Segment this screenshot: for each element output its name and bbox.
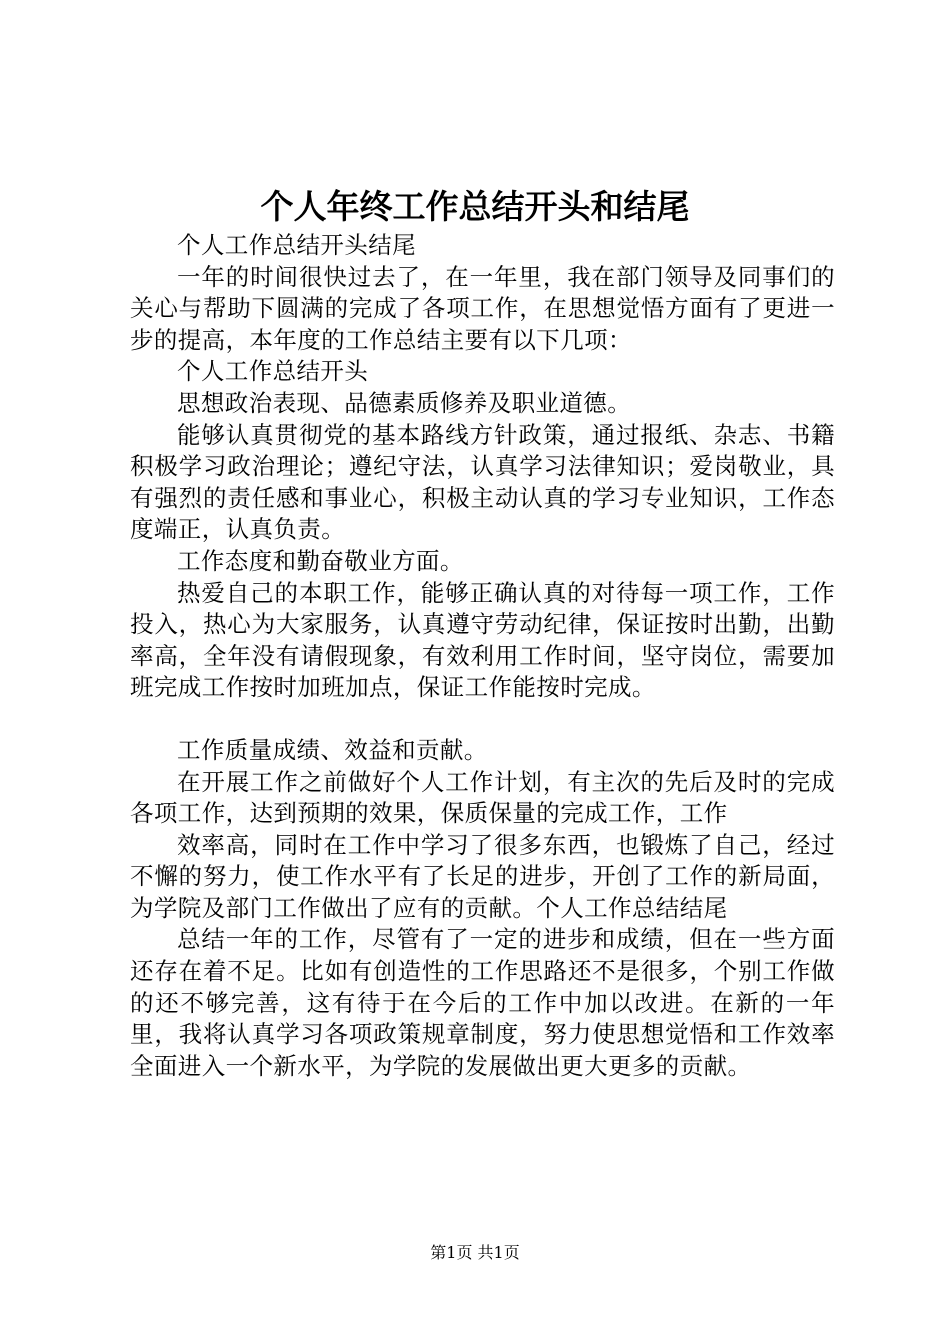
paragraph-4: 思想政治表现、品德素质修养及职业道德。 <box>177 388 632 417</box>
paragraph-5: 能够认真贯彻党的基本路线方针政策，通过报纸、杂志、书籍积极学习政治理论；遵纪守法，认真学习法律知识；爱岗敬业，具有强烈的责任感和事业心，积极主动认真的学习专业知识，工作态度端正，认真负责。 <box>130 420 835 544</box>
page-footer: 第1页 共1页 <box>430 1243 520 1262</box>
paragraph-3: 个人工作总结开头 <box>177 357 369 386</box>
document-body <box>130 230 835 1082</box>
paragraph-10: 效率高，同时在工作中学习了很多东西，也锻炼了自己，经过不懈的努力，使工作水平有了长足的进步，开创了工作的新局面，为学院及部门工作做出了应有的贡献。个人工作总结结尾 <box>130 830 835 922</box>
document-title: 个人年终工作总结开头和结尾 <box>260 187 690 226</box>
paragraph-2: 一年的时间很快过去了，在一年里，我在部门领导及同事们的关心与帮助下圆满的完成了各项工作，在思想觉悟方面有了更进一步的提高，本年度的工作总结主要有以下几项： <box>130 262 835 354</box>
paragraph-9: 在开展工作之前做好个人工作计划，有主次的先后及时的完成各项工作，达到预期的效果，保质保量的完成工作，工作 <box>130 767 835 828</box>
paragraph-1: 个人工作总结开头结尾 <box>177 231 416 259</box>
paragraph-8: 工作质量成绩、效益和贡献。 <box>177 735 488 764</box>
paragraph-6: 工作态度和勤奋敬业方面。 <box>177 546 464 575</box>
paragraph-11: 总结一年的工作，尽管有了一定的进步和成绩，但在一些方面还存在着不足。比如有创造性的工作思路还不是很多，个别工作做的还不够完善，这有待于在今后的工作中加以改进。在新的一年里，我将认真学习各项政策规章制度，努力使思想觉悟和工作效率全面进入一个新水平，为学院的发展做出更大更多的贡献。 <box>130 925 835 1080</box>
paragraph-7: 热爱自己的本职工作，能够正确认真的对待每一项工作，工作投入，热心为大家服务，认真遵守劳动纪律，保证按时出勤，出勤率高，全年没有请假现象，有效利用工作时间，坚守岗位，需要加班完成工作按时加班加点，保证工作能按时完成。 <box>130 578 835 702</box>
